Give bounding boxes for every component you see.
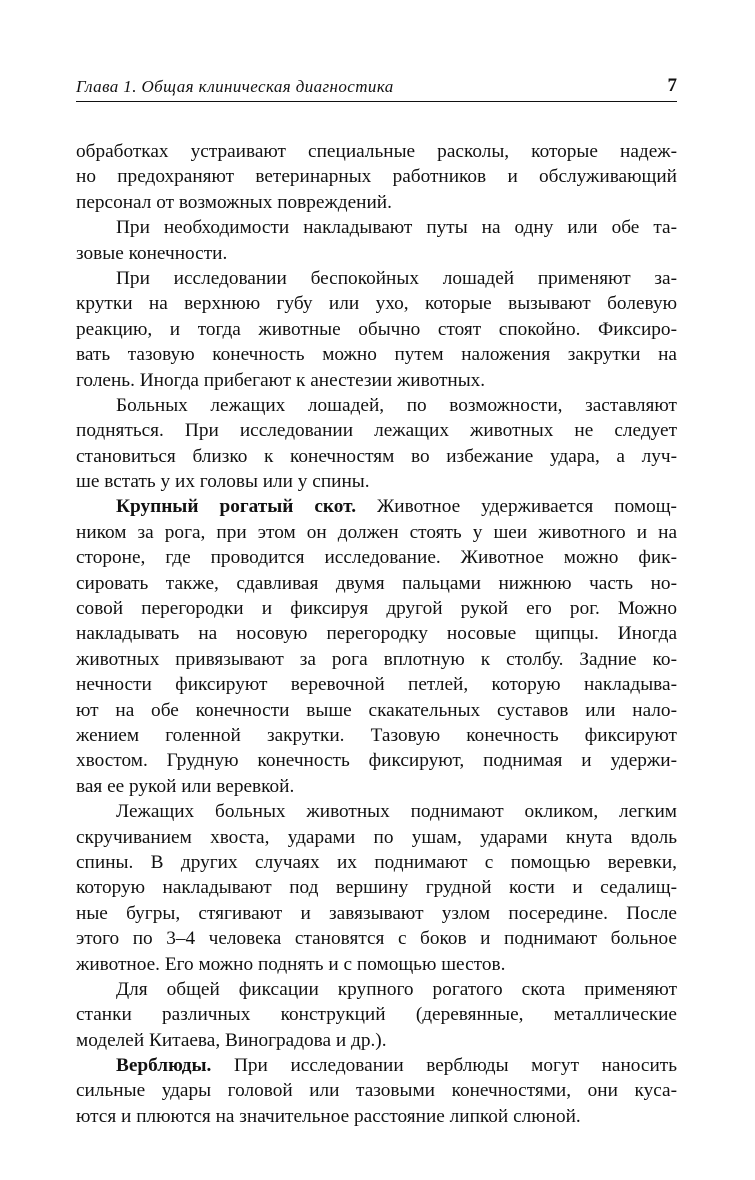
text-line [76, 596, 677, 621]
line-text: При исследовании беспокойных лошадей применяют за- [116, 267, 677, 289]
text-line [76, 241, 677, 266]
line-text: но предохраняют ветеринарных работников и обслуживающий [76, 166, 677, 188]
line-text: скручиванием хвоста, ударами по ушам, ударами кнута вдоль [76, 826, 677, 848]
line-text: ником за рога, при этом он должен стоять у шеи животного и на [76, 521, 677, 543]
text-line [76, 850, 677, 875]
text-line [76, 418, 677, 443]
paragraph [76, 977, 677, 1053]
line-text: которую накладывают под вершину грудной кости и седалищ- [76, 877, 677, 899]
line-text: совой перегородки и фиксируя другой рукой его рог. Можно [76, 598, 677, 620]
line-text: хвостом. Грудную конечность фиксируют, поднимая и удержи- [76, 750, 677, 772]
running-title: Глава 1. Общая клиническая диагностика [76, 77, 394, 96]
text-line [76, 571, 677, 596]
text-line [76, 723, 677, 748]
line-text: вая ее рукой или веревкой. [76, 775, 295, 797]
line-text: Для общей фиксации крупного рогатого скота применяют [116, 978, 677, 1000]
line-text: этого по 3–4 человека становятся с боков и поднимают больное [76, 928, 677, 950]
line-text: Больных лежащих лошадей, по возможности, заставляют [116, 394, 677, 416]
text-line [76, 748, 677, 773]
text-line [76, 139, 677, 164]
line-text: нечности фиксируют веревочной петлей, которую накладыва- [76, 674, 677, 696]
text-line [76, 647, 677, 672]
page-number: 7 [667, 75, 677, 96]
text-line [76, 190, 677, 215]
text-line [76, 520, 677, 545]
text-line [76, 291, 677, 316]
text-line [76, 825, 677, 850]
line-text: ются и плюются на значительное расстояние липкой слюной. [76, 1105, 581, 1127]
paragraph [76, 393, 677, 495]
line-text: ные бугры, стягивают и завязывают узлом посередине. После [76, 902, 677, 924]
line-text: голень. Иногда прибегают к анестезии животных. [76, 369, 486, 391]
line-text: сильные удары головой или тазовыми конечностями, они куса- [76, 1080, 677, 1102]
line-text: вать тазовую конечность можно путем наложения закрутки на [76, 344, 677, 366]
text-line [76, 901, 677, 926]
text-line [76, 1028, 677, 1053]
line-text: сировать также, сдавливая двумя пальцами нижнюю часть но- [76, 572, 677, 594]
line-text: ют на обе конечности выше скакательных суставов или нало- [76, 699, 677, 721]
text-line [76, 494, 677, 519]
text-line [76, 368, 677, 393]
text-line [76, 952, 677, 977]
line-text: реакцию, и тогда животные обычно стоят спокойно. Фиксиро- [76, 318, 677, 340]
paragraph [76, 799, 677, 977]
line-text: моделей Китаева, Виноградова и др.). [76, 1029, 387, 1051]
line-text: станки различных конструкций (деревянные, металлические [76, 1004, 677, 1026]
section-lead: Верблюды. [116, 1055, 212, 1077]
line-text: зовые конечности. [76, 242, 228, 264]
line-text: накладывать на носовую перегородку носовые щипцы. Иногда [76, 623, 677, 645]
line-text: спины. В других случаях их поднимают с помощью веревки, [76, 851, 677, 873]
text-line [76, 621, 677, 646]
text-line [76, 926, 677, 951]
line-text: жением голенной закрутки. Тазовую конечность фиксируют [76, 724, 677, 746]
text-line [76, 342, 677, 367]
line-text: обработках устраивают специальные расколы, которые надеж- [76, 141, 677, 162]
line-text: подняться. При исследовании лежащих животных не следует [76, 420, 677, 442]
text-line [76, 393, 677, 418]
text-line [76, 317, 677, 342]
line-text: стороне, где проводится исследование. Животное можно фик- [76, 547, 677, 569]
text-line [76, 672, 677, 697]
text-line [76, 1053, 677, 1078]
line-text: Животное удерживается помощ- [356, 496, 677, 518]
text-line [76, 1002, 677, 1027]
text-line [76, 774, 677, 799]
line-text: ше встать у их головы или у спины. [76, 471, 370, 493]
line-text: персонал от возможных повреждений. [76, 191, 392, 213]
text-line [76, 698, 677, 723]
text-line [76, 545, 677, 570]
text-line [76, 444, 677, 469]
line-text: животных привязывают за рога вплотную к столбу. Задние ко- [76, 648, 677, 670]
text-line [76, 1104, 677, 1129]
text-line [76, 799, 677, 824]
line-text: Лежащих больных животных поднимают окликом, легким [116, 801, 677, 823]
text-line [76, 266, 677, 291]
page-header [76, 72, 677, 102]
line-text: При необходимости накладывают путы на одну или обе та- [116, 217, 677, 239]
section-lead: Крупный рогатый скот. [116, 496, 357, 518]
text-line [76, 977, 677, 1002]
text-line [76, 164, 677, 189]
line-text: становиться близко к конечностям во избежание удара, а луч- [76, 445, 677, 467]
line-text: При исследовании верблюды могут наносить [211, 1055, 677, 1077]
line-text: крутки на верхнюю губу или ухо, которые вызывают болевую [76, 293, 677, 315]
paragraph [76, 266, 677, 393]
paragraph [76, 1053, 677, 1129]
line-text: животное. Его можно поднять и с помощью шестов. [76, 953, 506, 975]
text-line [76, 469, 677, 494]
paragraph [76, 139, 677, 215]
paragraph [76, 494, 677, 799]
body-text [76, 139, 677, 1129]
text-line [76, 215, 677, 240]
text-line [76, 875, 677, 900]
paragraph [76, 215, 677, 266]
text-line [76, 1078, 677, 1103]
